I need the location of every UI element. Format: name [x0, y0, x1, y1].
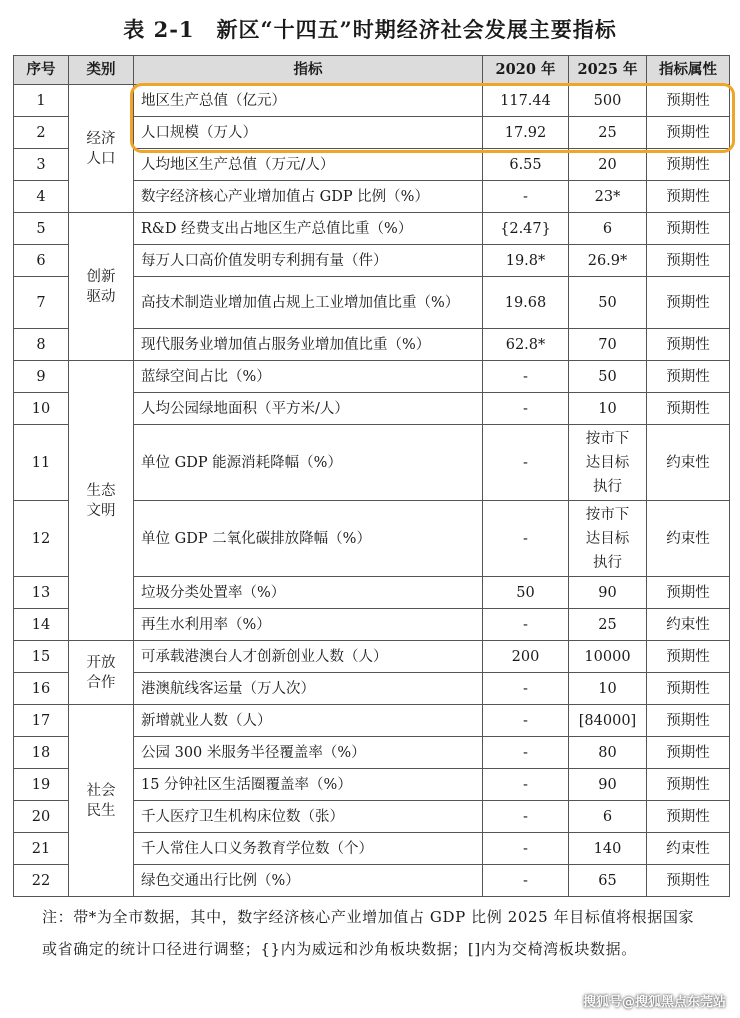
- indicator-cell: 港澳航线客运量（万人次）: [134, 673, 483, 705]
- indicator-cell: 公园 300 米服务半径覆盖率（%）: [134, 737, 483, 769]
- value-2020-cell: -: [483, 673, 569, 705]
- value-2025-cell: 23*: [569, 181, 647, 213]
- value-2025-cell: 20: [569, 149, 647, 181]
- table-title: 表 2-1 新区“十四五”时期经济社会发展主要指标: [123, 17, 617, 42]
- value-2025-cell: 50: [569, 361, 647, 393]
- value-2025-cell: 10: [569, 393, 647, 425]
- value-2020-cell: -: [483, 705, 569, 737]
- value-2025-cell: 按市下达目标执行: [569, 501, 647, 577]
- value-2020-cell: 6.55: [483, 149, 569, 181]
- value-2020-cell: -: [483, 393, 569, 425]
- seq-cell: 3: [14, 149, 69, 181]
- seq-cell: 18: [14, 737, 69, 769]
- value-2020-cell: -: [483, 361, 569, 393]
- seq-cell: 15: [14, 641, 69, 673]
- header-2020: 2020 年: [483, 56, 569, 85]
- attr-cell: 预期性: [647, 85, 730, 117]
- category-cell-economy: 经济人口: [69, 85, 134, 213]
- watermark: 搜狐号@搜狐黑点东莞站: [582, 995, 726, 1010]
- category-cell-ecology: 生态文明: [69, 361, 134, 641]
- value-2020-cell: -: [483, 425, 569, 501]
- indicator-cell: 单位 GDP 二氧化碳排放降幅（%）: [134, 501, 483, 577]
- value-2020-cell: 17.92: [483, 117, 569, 149]
- indicator-cell: 现代服务业增加值占服务业增加值比重（%）: [134, 329, 483, 361]
- attr-cell: 预期性: [647, 769, 730, 801]
- seq-cell: 11: [14, 425, 69, 501]
- seq-cell: 20: [14, 801, 69, 833]
- value-2020-cell: 19.68: [483, 277, 569, 329]
- value-2025-cell: 25: [569, 609, 647, 641]
- value-2020-cell: -: [483, 801, 569, 833]
- seq-cell: 9: [14, 361, 69, 393]
- attr-cell: 预期性: [647, 213, 730, 245]
- value-2020-cell: -: [483, 181, 569, 213]
- indicator-cell: 单位 GDP 能源消耗降幅（%）: [134, 425, 483, 501]
- attr-cell: 预期性: [647, 149, 730, 181]
- seq-cell: 13: [14, 577, 69, 609]
- attr-cell: 预期性: [647, 865, 730, 897]
- value-2025-cell: 10: [569, 673, 647, 705]
- indicator-cell: 蓝绿空间占比（%）: [134, 361, 483, 393]
- value-2025-cell: 500: [569, 85, 647, 117]
- attr-cell: 预期性: [647, 245, 730, 277]
- category-cell-innovation: 创新驱动: [69, 213, 134, 361]
- seq-cell: 2: [14, 117, 69, 149]
- seq-cell: 17: [14, 705, 69, 737]
- table-row: [14, 361, 730, 393]
- value-2025-cell: 按市下达目标执行: [569, 425, 647, 501]
- attr-cell: 预期性: [647, 801, 730, 833]
- indicator-cell: 垃圾分类处置率（%）: [134, 577, 483, 609]
- value-2020-cell: -: [483, 501, 569, 577]
- attr-cell: 约束性: [647, 425, 730, 501]
- header-category: 类别: [69, 56, 134, 85]
- attr-cell: 预期性: [647, 737, 730, 769]
- indicator-cell: 人均地区生产总值（万元/人）: [134, 149, 483, 181]
- header-seq: 序号: [14, 56, 69, 85]
- indicator-cell: 新增就业人数（人）: [134, 705, 483, 737]
- attr-cell: 预期性: [647, 577, 730, 609]
- seq-cell: 14: [14, 609, 69, 641]
- value-2025-cell: 25: [569, 117, 647, 149]
- value-2020-cell: 50: [483, 577, 569, 609]
- attr-cell: 约束性: [647, 501, 730, 577]
- seq-cell: 21: [14, 833, 69, 865]
- value-2025-cell: 6: [569, 801, 647, 833]
- seq-cell: 12: [14, 501, 69, 577]
- table-row: [14, 641, 730, 673]
- value-2020-cell: -: [483, 737, 569, 769]
- attr-cell: 预期性: [647, 181, 730, 213]
- value-2025-cell: 90: [569, 577, 647, 609]
- value-2020-cell: -: [483, 769, 569, 801]
- value-2020-cell: {2.47}: [483, 213, 569, 245]
- indicator-cell: 绿色交通出行比例（%）: [134, 865, 483, 897]
- seq-cell: 1: [14, 85, 69, 117]
- value-2020-cell: -: [483, 609, 569, 641]
- seq-cell: 8: [14, 329, 69, 361]
- indicator-cell: 再生水利用率（%）: [134, 609, 483, 641]
- attr-cell: 预期性: [647, 329, 730, 361]
- value-2025-cell: 140: [569, 833, 647, 865]
- seq-cell: 4: [14, 181, 69, 213]
- value-2020-cell: -: [483, 865, 569, 897]
- attr-cell: 预期性: [647, 393, 730, 425]
- indicator-cell: 15 分钟社区生活圈覆盖率（%）: [134, 769, 483, 801]
- value-2020-cell: -: [483, 833, 569, 865]
- value-2025-cell: 90: [569, 769, 647, 801]
- value-2020-cell: 62.8*: [483, 329, 569, 361]
- indicator-cell: 高技术制造业增加值占规上工业增加值比重（%）: [134, 277, 483, 329]
- attr-cell: 预期性: [647, 361, 730, 393]
- indicator-cell: 人均公园绿地面积（平方米/人）: [134, 393, 483, 425]
- seq-cell: 10: [14, 393, 69, 425]
- table-row: [14, 213, 730, 245]
- indicator-table: [13, 55, 730, 897]
- seq-cell: 5: [14, 213, 69, 245]
- seq-cell: 22: [14, 865, 69, 897]
- indicator-cell: 人口规模（万人）: [134, 117, 483, 149]
- indicator-cell: 可承载港澳台人才创新创业人数（人）: [134, 641, 483, 673]
- value-2025-cell: 10000: [569, 641, 647, 673]
- category-cell-opening: 开放合作: [69, 641, 134, 705]
- indicator-cell: 每万人口高价值发明专利拥有量（件）: [134, 245, 483, 277]
- value-2020-cell: 19.8*: [483, 245, 569, 277]
- attr-cell: 预期性: [647, 673, 730, 705]
- header-attr: 指标属性: [647, 56, 730, 85]
- header-indicator: 指标: [134, 56, 483, 85]
- value-2025-cell: 70: [569, 329, 647, 361]
- attr-cell: 约束性: [647, 833, 730, 865]
- value-2025-cell: 50: [569, 277, 647, 329]
- attr-cell: 预期性: [647, 705, 730, 737]
- attr-cell: 预期性: [647, 641, 730, 673]
- value-2025-cell: 80: [569, 737, 647, 769]
- header-2025: 2025 年: [569, 56, 647, 85]
- indicator-cell: 数字经济核心产业增加值占 GDP 比例（%）: [134, 181, 483, 213]
- table-footnote: 注：带*为全市数据，其中，数字经济核心产业增加值占 GDP 比例 2025 年目标值将根据国家或省确定的统计口径进行调整；{}内为威远和沙角板块数据；[]内为交椅湾板块数据。: [42, 908, 695, 958]
- value-2025-cell: 26.9*: [569, 245, 647, 277]
- seq-cell: 19: [14, 769, 69, 801]
- indicator-cell: R&D 经费支出占地区生产总值比重（%）: [134, 213, 483, 245]
- indicator-cell: 千人常住人口义务教育学位数（个）: [134, 833, 483, 865]
- header-row: [14, 56, 730, 85]
- indicator-cell: 地区生产总值（亿元）: [134, 85, 483, 117]
- category-cell-livelihood: 社会民生: [69, 705, 134, 897]
- value-2020-cell: 200: [483, 641, 569, 673]
- attr-cell: 约束性: [647, 609, 730, 641]
- value-2025-cell: [84000]: [569, 705, 647, 737]
- seq-cell: 16: [14, 673, 69, 705]
- value-2020-cell: 117.44: [483, 85, 569, 117]
- attr-cell: 预期性: [647, 277, 730, 329]
- table-row: [14, 705, 730, 737]
- seq-cell: 6: [14, 245, 69, 277]
- value-2025-cell: 65: [569, 865, 647, 897]
- table-row: [14, 85, 730, 117]
- seq-cell: 7: [14, 277, 69, 329]
- indicator-cell: 千人医疗卫生机构床位数（张）: [134, 801, 483, 833]
- value-2025-cell: 6: [569, 213, 647, 245]
- attr-cell: 预期性: [647, 117, 730, 149]
